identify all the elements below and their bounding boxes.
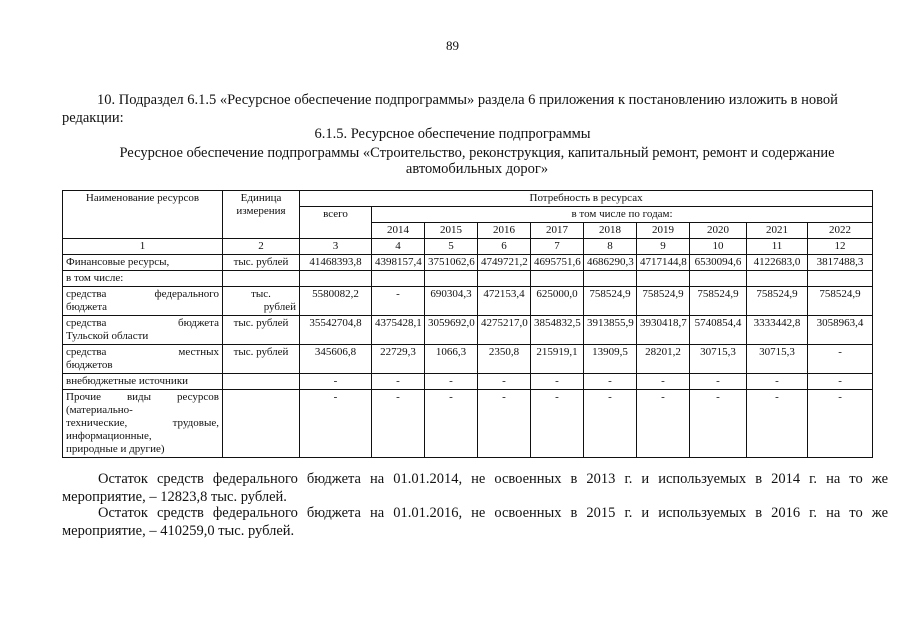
header-year: 2015 <box>425 223 478 239</box>
column-number: 9 <box>637 239 690 255</box>
table-row-tula <box>63 316 873 345</box>
column-number: 10 <box>690 239 747 255</box>
cell-value: - <box>637 374 690 390</box>
table-header-row-1 <box>63 191 873 207</box>
table-row-local <box>63 345 873 374</box>
footnote-1-line2: мероприятие, – 12823,8 тыс. рублей. <box>62 489 287 505</box>
cell-value: 758524,9 <box>747 287 808 316</box>
cell-value: - <box>584 374 637 390</box>
cell-value: 472153,4 <box>478 287 531 316</box>
header-year: 2019 <box>637 223 690 239</box>
row-name: средства бюджета Тульской области <box>63 316 223 345</box>
cell-value: 625000,0 <box>531 287 584 316</box>
header-year: 2017 <box>531 223 584 239</box>
column-number: 12 <box>808 239 873 255</box>
cell-value: 4375428,1 <box>372 316 425 345</box>
cell-value: 3751062,6 <box>425 255 478 271</box>
cell-value: - <box>478 390 531 458</box>
table-row-extrabudgetary <box>63 374 873 390</box>
column-number: 7 <box>531 239 584 255</box>
cell-value: 3059692,0 <box>425 316 478 345</box>
table-row-other <box>63 390 873 458</box>
cell-value: - <box>372 374 425 390</box>
cell-value: 690304,3 <box>425 287 478 316</box>
cell-value: 215919,1 <box>531 345 584 374</box>
cell-value: 2350,8 <box>478 345 531 374</box>
cell-value: 4398157,4 <box>372 255 425 271</box>
table-caption <box>62 145 892 177</box>
row-name: внебюджетные источники <box>63 374 223 390</box>
cell-value: 3930418,7 <box>637 316 690 345</box>
row-unit: тыс. рублей <box>223 255 300 271</box>
section-heading: 6.1.5. Ресурсное обеспечение подпрограммы <box>314 126 591 142</box>
footnote-1 <box>62 470 888 506</box>
intro-paragraph-line2: редакции: <box>62 110 124 126</box>
cell-value: 4122683,0 <box>747 255 808 271</box>
header-year: 2018 <box>584 223 637 239</box>
header-by-year: в том числе по годам: <box>372 207 873 223</box>
cell-value: 758524,9 <box>637 287 690 316</box>
footnote-1-line1: Остаток средств федерального бюджета на 01.01.2014, не освоенных в 2013 г. и используемых в 2014 г. на то же <box>98 471 888 487</box>
header-need: Потребность в ресурсах <box>300 191 873 207</box>
cell-value: 3913855,9 <box>584 316 637 345</box>
cell-value: - <box>747 390 808 458</box>
header-year: 2016 <box>478 223 531 239</box>
cell-value: 758524,9 <box>584 287 637 316</box>
header-year: 2022 <box>808 223 873 239</box>
header-unit <box>223 191 300 239</box>
cell-total: 345606,8 <box>300 345 372 374</box>
cell-value: 3854832,5 <box>531 316 584 345</box>
cell-value: 1066,3 <box>425 345 478 374</box>
cell-value: 30715,3 <box>747 345 808 374</box>
cell-value: - <box>372 390 425 458</box>
cell-value: 4749721,2 <box>478 255 531 271</box>
cell-value: - <box>425 390 478 458</box>
column-number: 1 <box>63 239 223 255</box>
column-number: 3 <box>300 239 372 255</box>
row-name: Прочие виды ресурсов (материально- технические, трудовые, информационные, природные и другие) <box>63 390 223 458</box>
row-unit: тыс. рублей <box>223 287 300 316</box>
cell-value: - <box>690 390 747 458</box>
intro-paragraph-line1: 10. Подраздел 6.1.5 «Ресурсное обеспечение подпрограммы» раздела 6 приложения к постановлению изложить в новой <box>97 92 838 108</box>
cell-total: 5580082,2 <box>300 287 372 316</box>
header-year: 2021 <box>747 223 808 239</box>
header-unit-line2: измерения <box>236 205 286 217</box>
page-number: 89 <box>446 38 459 53</box>
header-unit-line1: Единица <box>240 192 282 204</box>
column-number: 8 <box>584 239 637 255</box>
cell-value: - <box>531 374 584 390</box>
row-unit: тыс. рублей <box>223 316 300 345</box>
cell-value: 22729,3 <box>372 345 425 374</box>
row-name: средства федерального бюджета <box>63 287 223 316</box>
cell-value: 13909,5 <box>584 345 637 374</box>
cell-value: 4717144,8 <box>637 255 690 271</box>
column-number: 11 <box>747 239 808 255</box>
cell-total: 41468393,8 <box>300 255 372 271</box>
row-name: средства местных бюджетов <box>63 345 223 374</box>
header-year: 2014 <box>372 223 425 239</box>
cell-value: - <box>584 390 637 458</box>
cell-value: 6530094,6 <box>690 255 747 271</box>
resources-table <box>62 190 873 458</box>
column-number: 4 <box>372 239 425 255</box>
row-name: в том числе: <box>63 271 223 287</box>
cell-value: - <box>478 374 531 390</box>
footnote-2 <box>62 504 888 540</box>
footnote-2-line2: мероприятие, – 410259,0 тыс. рублей. <box>62 523 295 539</box>
table-caption-line2: автомобильных дорог» <box>405 161 549 177</box>
cell-value: - <box>690 374 747 390</box>
cell-value: 4686290,3 <box>584 255 637 271</box>
table-column-numbers <box>63 239 873 255</box>
header-total: всего <box>300 207 372 239</box>
cell-value: - <box>372 287 425 316</box>
cell-value: - <box>425 374 478 390</box>
cell-value: - <box>637 390 690 458</box>
cell-value: - <box>808 390 873 458</box>
cell-value: 28201,2 <box>637 345 690 374</box>
header-resource-name: Наименование ресурсов <box>63 191 223 239</box>
row-unit: тыс. рублей <box>223 345 300 374</box>
table-row-including <box>63 271 873 287</box>
footnote-2-line1: Остаток средств федерального бюджета на 01.01.2016, не освоенных в 2015 г. и используемых в 2016 г. на то же <box>98 505 888 521</box>
cell-value: 4695751,6 <box>531 255 584 271</box>
table-caption-line1: Ресурсное обеспечение подпрограммы «Строительство, реконструкция, капитальный ремонт, ремонт и содержание <box>119 145 835 161</box>
cell-total: 35542704,8 <box>300 316 372 345</box>
header-year: 2020 <box>690 223 747 239</box>
row-name: Финансовые ресурсы, <box>63 255 223 271</box>
cell-value: 5740854,4 <box>690 316 747 345</box>
cell-value: 4275217,0 <box>478 316 531 345</box>
cell-value: - <box>531 390 584 458</box>
cell-value: 758524,9 <box>808 287 873 316</box>
cell-value: 758524,9 <box>690 287 747 316</box>
column-number: 2 <box>223 239 300 255</box>
cell-value: 3058963,4 <box>808 316 873 345</box>
cell-total: - <box>300 390 372 458</box>
cell-value: - <box>747 374 808 390</box>
cell-value: - <box>808 374 873 390</box>
column-number: 5 <box>425 239 478 255</box>
cell-value: 3333442,8 <box>747 316 808 345</box>
cell-value: 30715,3 <box>690 345 747 374</box>
cell-value: - <box>808 345 873 374</box>
cell-value: 3817488,3 <box>808 255 873 271</box>
column-number: 6 <box>478 239 531 255</box>
table-row-financial <box>63 255 873 271</box>
table-row-federal <box>63 287 873 316</box>
cell-total: - <box>300 374 372 390</box>
